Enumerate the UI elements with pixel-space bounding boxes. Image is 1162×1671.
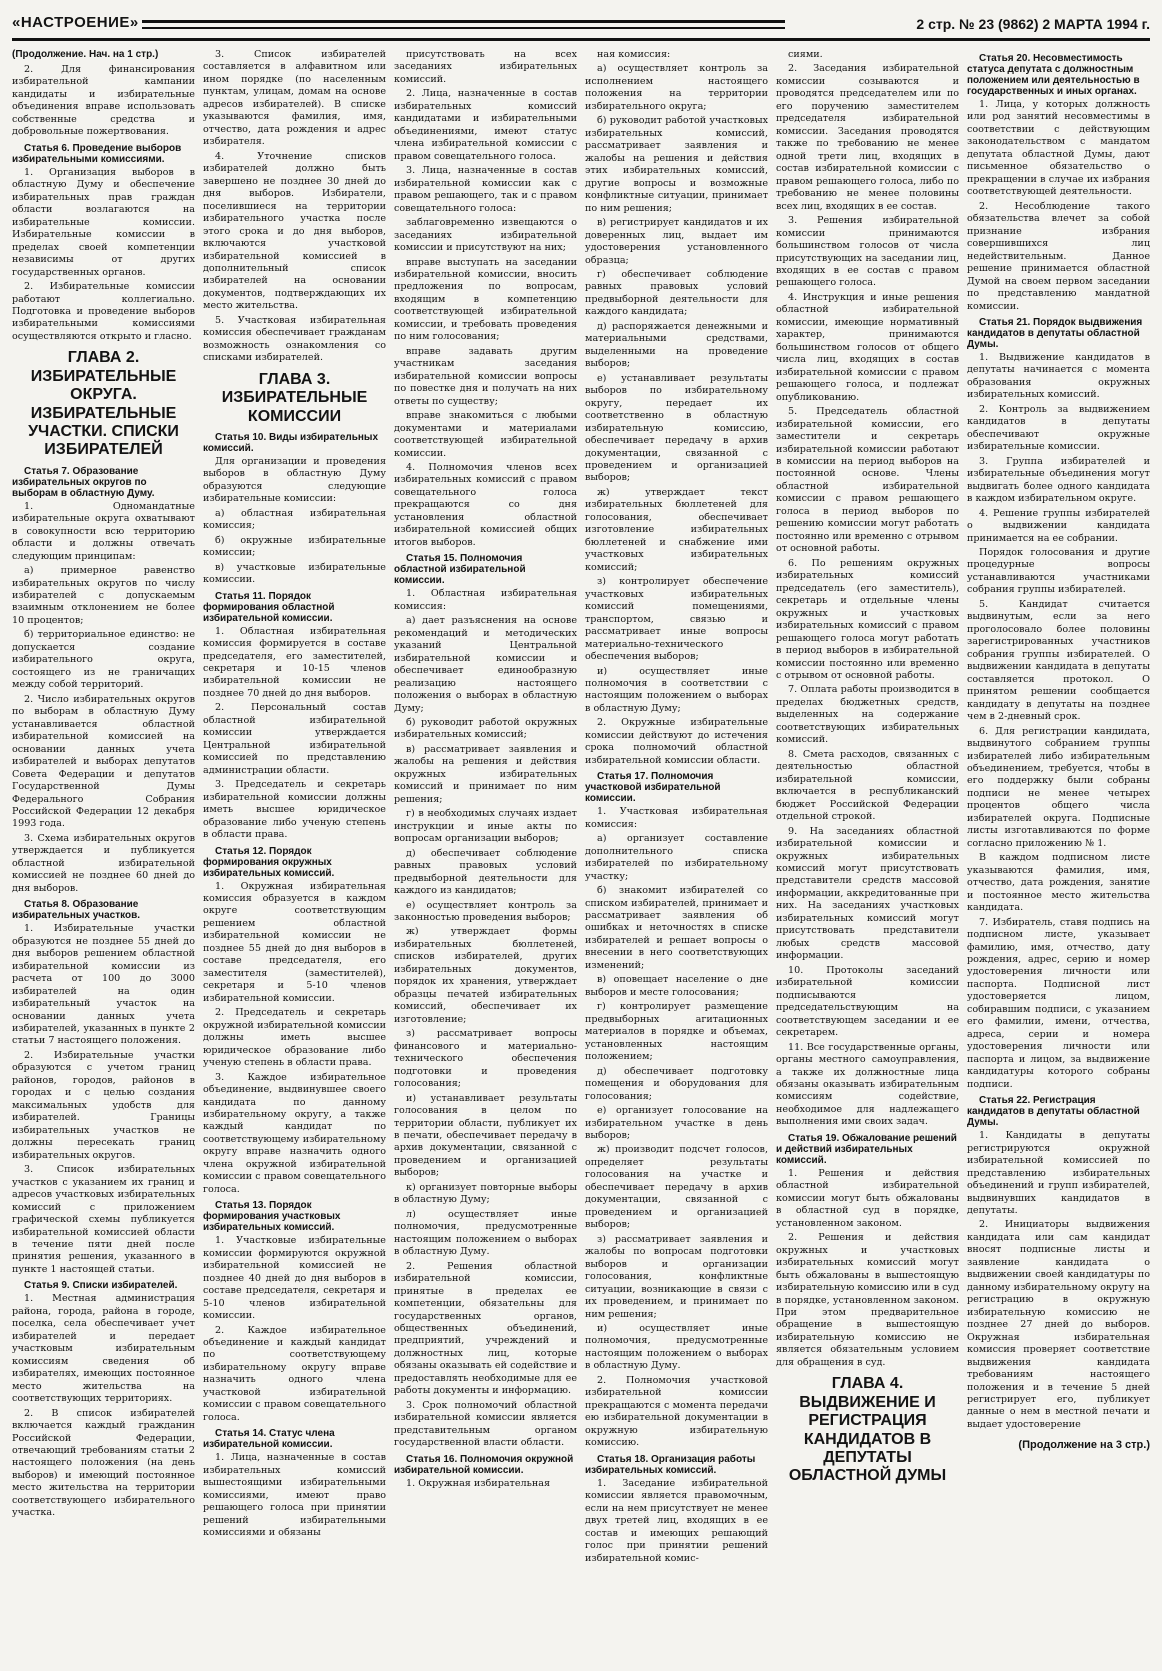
paragraph: 2. Несоблюдение такого обязательства влечет за собой признание избрания совершившихся лиц недействительным. Данное решение принимается областной Думой на своем первом заседании по представлению мандатной комиссии. xyxy=(967,200,1150,312)
paragraph: ж) утверждает формы избирательных бюллетеней, списков избирателей, других избирательных документов, порядок их хранения, утверждает образцы печатей избирательных комиссий, обеспечивает их изготовление; xyxy=(394,926,577,1025)
article-heading: Статья 14. Статус члена избирательной комиссии. xyxy=(203,1428,335,1451)
column-3 xyxy=(394,49,577,1661)
paragraph: 3. Решения избирательной комиссии принимаются большинством голосов от числа присутствующих на заседании лиц, входящих в ее состав с правом решающего голоса. xyxy=(776,215,959,289)
paragraph: в) регистрирует кандидатов и их доверенных лиц, выдает им удостоверения установленного образца; xyxy=(585,217,768,266)
paragraph: 1. Решения и действия областной избирательной комиссии могут быть обжалованы в областной суд в порядке, установленном законом. xyxy=(776,1167,959,1229)
paragraph: 1. Лица, назначенные в состав избирательных комиссий вышестоящими избирательными комиссиями, имеют право решающего голоса при принятии решений избирательными комиссиями и обязаны xyxy=(203,1452,386,1539)
article-heading: Статья 16. Полномочия окружной избирательной комиссии. xyxy=(394,1453,574,1476)
paragraph: и) устанавливает результаты голосования в целом по территории области, публикует их в печати, обеспечивает передачу в архив документации, связанной с проведением и организацией выборов; xyxy=(394,1092,577,1179)
paragraph: а) примерное равенство избирательных округов по числу избирателей с допускаемым взаимным отклонением не более 10 процентов; xyxy=(12,565,195,626)
paragraph: в) оповещает население о дне выборов и месте голосования; xyxy=(585,974,768,998)
paragraph: 2. Решения областной избирательной комиссии, принятые в пределах ее компетенции, обязательны для государственных органов, общественных объединений, предприятий, учреждений и должностных лиц, которые обязаны оказывать ей содействие и предоставлять необходимые для ее работы документы и информацию. xyxy=(394,1260,577,1397)
paragraph: е) организует голосование на избирательном участке в день выборов; xyxy=(585,1105,768,1141)
paragraph: б) знакомит избирателей со списком избирателей, принимает и рассматривает заявления об ошибках и неточностях в списке избирателей и решает вопросы о внесении в него соответствующих изменений; xyxy=(585,885,768,971)
paragraph: Для организации и проведения выборов в областную Думу образуются следующие избирательные комиссии: xyxy=(203,455,386,505)
paragraph: 10. Протоколы заседаний избирательной комиссии подписываются председательствующим на соответствующем заседании и ее секретарем. xyxy=(776,964,959,1039)
paragraph: В каждом подписном листе указываются фамилия, имя, отчество, дата рождения, занятие и постоянное место жительства кандидата. xyxy=(967,852,1150,914)
article-heading: Статья 13. Порядок формирования участковых избирательных комиссий. xyxy=(203,1200,341,1234)
paragraph: 1. Лица, у которых должность или род занятий несовместимы в соответствии с действующим законодательством с мандатом депутата областной Думы, дают письменное обязательство о прекращении в случае их избрания соответствующей деятельности. xyxy=(967,99,1150,198)
paragraph: 1. Областная избирательная комиссия: xyxy=(394,588,577,612)
paragraph: Порядок голосования и другие процедурные вопросы устанавливаются участниками собрания группы избирателей. xyxy=(967,547,1150,596)
paragraph: 2. Избирательные участки образуются с учетом границ районов, городов, районов в городах и с целью создания максимальных удобств для избирателей. Границы избирательных участков не должны пересекать границ избирательных округов. xyxy=(12,1049,195,1161)
paragraph: в) рассматривает заявления и жалобы на решения и действия окружных избирательных комиссий и принимает по ним решения; xyxy=(394,743,577,805)
paragraph: сиями. xyxy=(788,49,823,60)
paragraph: 2. Число избирательных округов по выборам в областную Думу устанавливается областной избирательной комиссией на основании данных учета избирателей и выборах депутатов Совета Федерации и депутатов Государственной Думы Федерального Собрания Российской Федерации 12 декабря 1993 года. xyxy=(12,693,195,830)
column-4 xyxy=(585,49,768,1661)
paragraph: 3. Список избирателей составляется в алфавитном или ином порядке (по населенным пунктам, улицам, домам на основе адресов избирателей). В списке указываются фамилия, имя, отчество, дата рождения и адрес избирателя. xyxy=(203,49,386,148)
article-heading: Статья 9. Списки избирателей. xyxy=(24,1280,178,1292)
continuation-footer: (Продолжение на 3 стр.) xyxy=(1018,1439,1150,1452)
paragraph: 6. Для регистрации кандидата, выдвинутого собранием группы избирателей либо избирательным объединением, требуется, чтобы в его поддержку были собраны подписи не менее четырех процентов общего числа избирателей округа. Подписные листы изготавливаются по форме согласно приложению № 1. xyxy=(967,725,1150,849)
paragraph: г) в необходимых случаях издает инструкции и иные акты по вопросам организации выборов; xyxy=(394,808,577,845)
paragraph: б) окружные избирательные комиссии; xyxy=(203,534,386,559)
chapter-heading: ГЛАВА 4. ВЫДВИЖЕНИЕ И РЕГИСТРАЦИЯ КАНДИДАТОВ В ДЕПУТАТЫ ОБЛАСТНОЙ ДУМЫ xyxy=(788,1375,947,1485)
paragraph: з) контролирует обеспечение участковых избирательных комиссий помещениями, транспортом, связью и рассматривает иные вопросы материально-технического обеспечения выборов; xyxy=(585,576,768,663)
paragraph: 9. На заседаниях областной избирательной комиссии и окружных избирательных комиссий могут присутствовать представители средств массовой информации, аккредитованные при них. На заседаниях участковых избирательных комиссий могут присутствовать представители любых средств массовой информации. xyxy=(776,825,959,962)
paragraph: 2. Председатель и секретарь окружной избирательной комиссии должны иметь высшее юридическое образование либо ученую степень в области права. xyxy=(203,1007,386,1069)
paragraph: 5. Кандидат считается выдвинутым, если за него проголосовало более половины зарегистрированных участников собрания группы избирателей. О выдвижении кандидата в депутаты составляется протокол. О принятом решении сообщается кандидату в депутаты на позднее чем в 2-дневный срок. xyxy=(967,598,1150,723)
paragraph: л) осуществляет иные полномочия, предусмотренные настоящим положением о выборах в областную Думу. xyxy=(394,1208,577,1258)
paragraph: 4. Уточнение списков избирателей должно быть завершено не позднее 30 дней до дня выборов. Избиратели, поселившиеся на территории избирательного участка после этого срока и до дня выборов, включаются участковой избирательной комиссией в дополнительный список избирателей на основании документов, подтверждающих их место жительства. xyxy=(203,150,386,312)
chapter-heading: ГЛАВА 3. ИЗБИРАТЕЛЬНЫЕ КОМИССИИ xyxy=(221,370,368,425)
paragraph: 11. Все государственные органы, органы местного самоуправления, а также их должностные лица обязаны оказывать избирательным комиссиям содействие, необходимое для надлежащего выполнения ими своих задач. xyxy=(776,1041,959,1128)
paragraph: 1. Выдвижение кандидатов в депутаты начинается с момента образования окружных избирательных комиссий. xyxy=(967,351,1150,401)
paragraph: 3. Лица, назначенные в состав избирательной комиссии как с правом решающего, так и с правом совещательного голоса: xyxy=(394,165,577,214)
paragraph: ная комиссия: xyxy=(597,49,671,60)
paragraph: 1. Окружная избирательная комиссия образуется в каждом округе соответствующим решением областной избирательной комиссии не позднее 55 дней до дня выборов в составе председателя, его заместителя (заместителей), секретаря и 5-10 членов избирательной комиссии. xyxy=(203,880,386,1004)
paragraph: б) территориальное единство: не допускается создание избирательного округа, состоящего из не граничащих между собой территорий. xyxy=(12,629,195,691)
article-heading: Статья 18. Организация работы избирательных комиссий. xyxy=(585,1453,756,1476)
paragraph: г) обеспечивает соблюдение равных правовых условий предвыборной деятельности для каждого кандидата; xyxy=(585,268,768,318)
article-heading: Статья 22. Регистрация кандидатов в депутаты областной Думы. xyxy=(967,1095,1140,1129)
article-heading: Статья 15. Полномочия областной избирательной комиссии. xyxy=(394,553,526,587)
paragraph: 2. Окружные избирательные комиссии действуют до истечения срока полномочий областной избирательной комиссии области. xyxy=(585,717,768,766)
paragraph: а) осуществляет контроль за исполнением настоящего положения на территории избирательного округа; xyxy=(585,63,768,112)
paragraph: вправе знакомиться с любыми документами и материалами соответствующей избирательной комиссии. xyxy=(394,410,577,459)
paragraph: д) обеспечивает подготовку помещения и оборудования для голосования; xyxy=(585,1065,768,1102)
article-heading: Статья 8. Образование избирательных участков. xyxy=(12,899,141,922)
column-6 xyxy=(967,49,1150,1661)
paragraph: 2. Персональный состав областной избирательной комиссии утверждается Центральной избирательной комиссией по представлению администрации области. xyxy=(203,702,386,776)
paragraph: 1. Избирательные участки образуются не позднее 55 дней до дня выборов решением областной избирательной комиссии из расчета от 100 до 3000 избирателей на один избирательный участок на основании данных учета избирателей, указанных в пункте 2 статьи 7 настоящего положения. xyxy=(12,923,195,1047)
paragraph: 1. Одномандатные избирательные округа охватывают в совокупности всю территорию области и должны отвечать следующим принципам: xyxy=(12,500,195,562)
paragraph: 2. В список избирателей включается каждый гражданин Российской Федерации, отвечающий требованиям статьи 2 настоящего положения (на день выборов) и имеющий постоянное место жительства на территории соответствующего избирательного участка. xyxy=(12,1407,195,1519)
paragraph: 7. Оплата работы производится в пределах бюджетных средств, выделенных на содержание соответствующих избирательных комиссий. xyxy=(776,684,959,746)
paragraph: заблаговременно извещаются о заседаниях избирательной комиссии и присутствуют на них; xyxy=(394,217,577,254)
paragraph: 2. Каждое избирательное объединение и каждый кандидат по соответствующему избирательному округу вправе назначить одного члена участковой избирательной комиссии с правом совещательного голоса. xyxy=(203,1324,386,1423)
article-heading: Статья 12. Порядок формирования окружных избирательных комиссий. xyxy=(203,845,335,879)
article-heading: Статья 11. Порядок формирования областной избирательной комиссии. xyxy=(203,590,335,624)
paragraph: 3. Список избирательных участков с указанием их границ и адресов участковых избирательных комиссий с приложением графической схемы публикуется избирательной комиссией области в течение пяти дней после принятия решения, указанного в пункте 1 настоящей статьи. xyxy=(12,1164,195,1275)
paragraph: 1. Организация выборов в областную Думу и обеспечение избирательных прав граждан области возлагаются на избирательные комиссии. Избирательные комиссии в пределах своей компетенции независимы от других государственных органов. xyxy=(12,166,195,278)
paragraph: 2. Лица, назначенные в состав избирательных комиссий кандидатами и избирательными объединениями, имеют статус члена избирательной комиссии с правом совещательного голоса. xyxy=(394,88,577,162)
paragraph: д) распоряжается денежными и материальными средствами, выделенными на проведение выборов; xyxy=(585,320,768,370)
paragraph: 7. Избиратель, ставя подпись на подписном листе, указывает фамилию, имя, отчество, дату рождения, адрес, серию и номер удостоверения личности или паспорта. Подписной лист удостоверяется лицом, собиравшим подписи, с указанием его фамилии, имени, отчества, адреса, серии и номера удостоверения личности или паспорта и лицом, за выдвижение кандидатуры которого собраны подписи. xyxy=(967,916,1150,1090)
paragraph: а) областная избирательная комиссия; xyxy=(203,507,386,532)
paragraph: 1. Участковая избирательная комиссия: xyxy=(585,806,768,830)
article-heading: Статья 10. Виды избирательных комиссий. xyxy=(203,431,379,454)
column-5 xyxy=(776,49,959,1661)
masthead-rule xyxy=(142,20,785,29)
issue-info: 2 стр. № 23 (9862) 2 МАРТА 1994 г. xyxy=(916,16,1150,32)
newspaper-name: «НАСТРОЕНИЕ» xyxy=(12,14,139,31)
paragraph: з) рассматривает заявления и жалобы по вопросам подготовки выборов и организации голосования, конфликтные ситуации, возникающие в связи с их проведением, и принимает по ним решения; xyxy=(585,1233,768,1320)
paragraph: е) осуществляет контроль за законностью проведения выборов; xyxy=(394,899,577,923)
paragraph: к) организует повторные выборы в областную Думу; xyxy=(394,1181,577,1206)
paragraph: 2. Инициаторы выдвижения кандидата или сам кандидат вносят подписные листы и заявление кандидата о выдвижении своей кандидатуры по данному избирательному округу на регистрацию в окружную избирательную комиссию не позднее 27 дней до выборов. Окружная избирательная комиссия проверяет соответствие выдвижения кандидата требованиям настоящего положения и в течение 5 дней регистрирует его, публикует данные о нем в местной печати и выдает удостоверение xyxy=(967,1219,1150,1430)
paragraph: г) контролирует размещение предвыборных агитационных материалов в порядке и объемах, установленных настоящим положением; xyxy=(585,1001,768,1063)
paragraph: б) руководит работой участковых избирательных комиссий, рассматривает заявления и жалобы на решения и действия этих избирательных комиссий, другие вопросы и возможные конфликтные ситуации, принимает по ним решения; xyxy=(585,115,768,214)
paragraph: 5. Участковая избирательная комиссия обеспечивает гражданам возможность ознакомления со списками избирателей. xyxy=(203,314,386,364)
continuation-note: (Продолжение. Нач. на 1 стр.) xyxy=(12,49,159,60)
paragraph: вправе выступать на заседании избирательной комиссии, вносить предложения по вопросам, входящим в компетенцию соответствующей избирательной комиссии, и требовать проведения по ним голосования; xyxy=(394,256,577,343)
article-heading: Статья 19. Обжалование решений и действий избирательных комиссий. xyxy=(776,1132,957,1166)
paragraph: 1. Заседание избирательной комиссии является правомочным, если на нем присутствует не менее двух третей лиц, входящих в ее состав и имеющих решающий голос при принятии решений избирательной комис- xyxy=(585,1477,768,1564)
article-heading: Статья 21. Порядок выдвижения кандидатов в депутаты областной Думы. xyxy=(967,316,1143,350)
column-1 xyxy=(12,49,195,1661)
paragraph: 4. Инструкция и иные решения областной избирательной комиссии, имеющие нормативный характер, принимаются большинством голосов от общего числа лиц, входящих в состав избирательной комиссии с правом решающего голоса, и подлежат опубликованию. xyxy=(776,291,959,403)
paragraph: 4. Решение группы избирателей о выдвижении кандидата принимается на ее собрании. xyxy=(967,507,1150,544)
article-heading: Статья 7. Образование избирательных округов по выборам в областную Думу. xyxy=(12,465,155,499)
paragraph: 5. Председатель областной избирательной комиссии, его заместители и секретарь избирательной комиссии работают в комиссии на период выборов на постоянной основе. Члены областной избирательной комиссии с правом решающего голоса в период выборов по решению комиссии могут работать постоянно или временно с отрывом от основной работы. xyxy=(776,406,959,555)
paragraph: 3. Председатель и секретарь избирательной комиссии должны иметь высшее юридическое образование либо ученую степень в области права. xyxy=(203,779,386,841)
paragraph: 3. Группа избирателей и избирательные объединения могут выдвигать более одного кандидата в каждом избирательном округе. xyxy=(967,455,1150,505)
chapter-heading: ГЛАВА 2. ИЗБИРАТЕЛЬНЫЕ ОКРУГА. ИЗБИРАТЕЛЬНЫЕ УЧАСТКИ. СПИСКИ ИЗБИРАТЕЛЕЙ xyxy=(28,349,179,459)
article-heading: Статья 6. Проведение выборов избирательными комиссиями. xyxy=(12,142,182,165)
paragraph: ж) утверждает текст избирательных бюллетеней для голосования, обеспечивает изготовление избирательных бюллетеней и снабжение ими участковых избирательных комиссий; xyxy=(585,486,768,573)
paragraph: а) организует составление дополнительного списка избирателей по избирательному участку; xyxy=(585,833,768,882)
paragraph: в) участковые избирательные комиссии. xyxy=(203,561,386,586)
article-heading: Статья 17. Полномочия участковой избирательной комиссии. xyxy=(585,771,721,805)
paragraph: 4. Полномочия членов всех избирательных комиссий с правом совещательного голоса прекращаются со дня установления областной избирательной комиссией общих итогов выборов. xyxy=(394,462,577,548)
paragraph: 1. Кандидаты в депутаты регистрируются окружной избирательной комиссией по представлению избирательных объединений и групп избирателей, выдвинувших кандидатов в депутаты. xyxy=(967,1130,1150,1216)
paragraph: ж) производит подсчет голосов, определяет результаты голосования на участке и обеспечивает передачу в архив документации, связанной с проведением и организацией выборов; xyxy=(585,1144,768,1231)
paragraph: е) устанавливает результаты выборов по избирательному округу, передает их соответственно в областную избирательную комиссию, обеспечивает передачу в архив документации, связанной с проведением и организацией выборов; xyxy=(585,372,768,484)
paragraph: 1. Окружная избирательная xyxy=(406,1477,551,1489)
paragraph: д) обеспечивает соблюдение равных правовых условий предвыборной деятельности для каждого из кандидатов; xyxy=(394,847,577,897)
paragraph: 3. Срок полномочий областной избирательной комиссии является представительным органом государственной власти области. xyxy=(394,1399,577,1449)
paragraph: 2. Заседания избирательной комиссии созываются и проводятся председателем или по его поручению заместителем председателя избирательной комиссии. Заседания проводятся также по требованию не менее одной трети лиц, входящих в состав избирательной комиссии с правом решающего голоса, либо по требованию не менее половины всех лиц, входящих в ее состав. xyxy=(776,63,959,212)
masthead xyxy=(12,14,1150,41)
paragraph: 2. Полномочия участковой избирательной комиссии прекращаются с момента передачи ею избирательной документации в окружную избирательную комиссию. xyxy=(585,1374,768,1449)
text-columns xyxy=(12,49,1150,1661)
paragraph: 3. Схема избирательных округов утверждается и публикуется областной избирательной комиссией не позднее 60 дней до дня выборов. xyxy=(12,832,195,894)
paragraph: вправе задавать другим участникам заседания избирательной комиссии вопросы по повестке дня и получать на них ответы по существу; xyxy=(394,345,577,407)
article-heading: Статья 20. Несовместимость статуса депутата с должностным положением или деятельностью в государственных и иных органах. xyxy=(967,53,1140,97)
paragraph: 2. Контроль за выдвижением кандидатов в депутаты обеспечивают окружные избирательные комиссии. xyxy=(967,403,1150,453)
paragraph: б) руководит работой окружных избирательных комиссий; xyxy=(394,716,577,741)
paragraph: 8. Смета расходов, связанных с деятельностью областной избирательной комиссии, включается в республиканский бюджет Российской Федерации отдельной строкой. xyxy=(776,748,959,823)
paragraph: 3. Каждое избирательное объединение, выдвинувшее своего кандидата по данному избирательному округу, а также каждый кандидат по соответствующему избирательному округу вправе назначить одного члена окружной избирательной комиссии с правом совещательного голоса. xyxy=(203,1071,386,1195)
paragraph: присутствовать на всех заседаниях избирательных комиссий. xyxy=(394,49,577,85)
paragraph: 6. По решениям окружных избирательных комиссий председатель (его заместитель), секретарь и отдельные члены окружных и участковых избирательных комиссий с правом решающего голоса могут работать в период выборов в избирательной комиссии постоянно или временно с отрывом от основной работы. xyxy=(776,557,959,681)
column-2 xyxy=(203,49,386,1661)
paragraph: 1. Участковые избирательные комиссии формируются окружной избирательной комиссией не позднее 40 дней до дня выборов в составе председателя, секретаря и 5-10 членов избирательной комиссии. xyxy=(203,1235,386,1322)
paragraph: 2. Решения и действия окружных и участковых избирательных комиссий могут быть обжалованы в вышестоящую избирательную комиссию или в суд в порядке, установленном законом. При этом предварительное обращение в вышестоящую избирательную комиссию не является обязательным условием для обращения в суд. xyxy=(776,1232,959,1368)
paragraph: и) осуществляет иные полномочия, предусмотренные настоящим положением о выборах в областную Думу. xyxy=(585,1323,768,1372)
paragraph: а) дает разъяснения на основе рекомендаций и методических указаний Центральной избирательной комиссии и обеспечивает единообразную реализацию настоящего положения о выборах в областную Думу; xyxy=(394,615,577,714)
paragraph: 1. Областная избирательная комиссия формируется в составе председателя, его заместителей, секретаря и 10-15 членов избирательной комиссии не позднее 70 дней до дня выборов. xyxy=(203,625,386,699)
paragraph: 2. Для финансирования избирательной кампании кандидаты и избирательные объединения вправе использовать собственные средства и добровольные пожертвования. xyxy=(12,64,195,138)
paragraph: и) осуществляет иные полномочия в соответствии с настоящим положением о выборах в областную Думу; xyxy=(585,665,768,714)
paragraph: 2. Избирательные комиссии работают коллегиально. Подготовка и проведение выборов избирательными комиссиями осуществляются открыто и гласно. xyxy=(12,281,195,342)
paragraph: з) рассматривает вопросы финансового и материально-технического обеспечения подготовки и проведения голосования; xyxy=(394,1028,577,1090)
paragraph: 1. Местная администрация района, города, района в городе, поселка, села обеспечивает учет избирателей и передает участковым избирательным комиссиям сведения об избирателях, имеющих постоянное место жительства на соответствующих территориях. xyxy=(12,1293,195,1405)
